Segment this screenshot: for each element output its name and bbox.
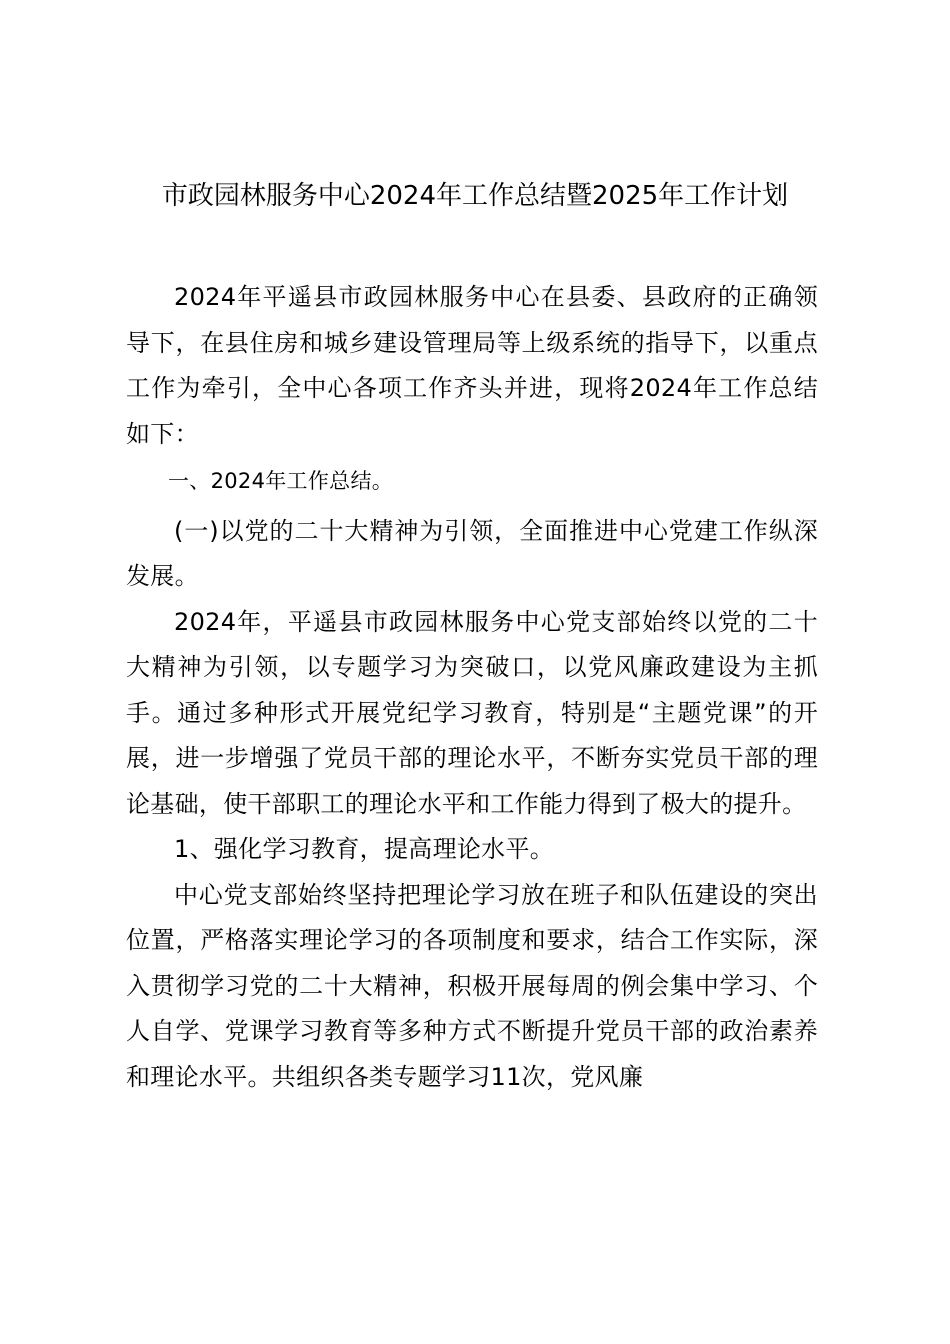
section-heading-1: 一、2024年工作总结。 bbox=[168, 469, 394, 493]
intro-paragraph: 2024年平遥县市政园林服务中心在县委、县政府的正确领导下，在县住房和城乡建设管理局等上级系统的指导下，以重点工作为牵引，全中心各项工作齐头并进，现将2024年工作总结如下： bbox=[126, 283, 818, 448]
body-paragraph: 2024年，平遥县市政园林服务中心党支部始终以党的二十大精神为引领，以专题学习为突破口，以党风廉政建设为主抓手。通过多种形式开展党纪学习教育，特别是“主题党课”的开展，进一步增强了党员干部的理论水平，不断夯实党员干部的理论基础，使干部职工的理论水平和工作能力得到了极大的提升。 bbox=[126, 607, 818, 818]
body-paragraph: 中心党支部始终坚持把理论学习放在班子和队伍建设的突出位置，严格落实理论学习的各项制度和要求，结合工作实际，深入贯彻学习党的二十大精神，积极开展每周的例会集中学习、个人自学、党课学习教育等多种方式不断提升党员干部的政治素养和理论水平。共组织各类专题学习11次，党风廉 bbox=[126, 880, 818, 1091]
subsection-heading-1: (一)以党的二十大精神为引领，全面推进中心党建工作纵深发展。 bbox=[126, 516, 818, 590]
document-title: 市政园林服务中心2024年工作总结暨2025年工作计划 bbox=[161, 181, 789, 211]
item-heading-1: 1、强化学习教育，提高理论水平。 bbox=[174, 835, 555, 863]
document-body bbox=[126, 275, 818, 1100]
